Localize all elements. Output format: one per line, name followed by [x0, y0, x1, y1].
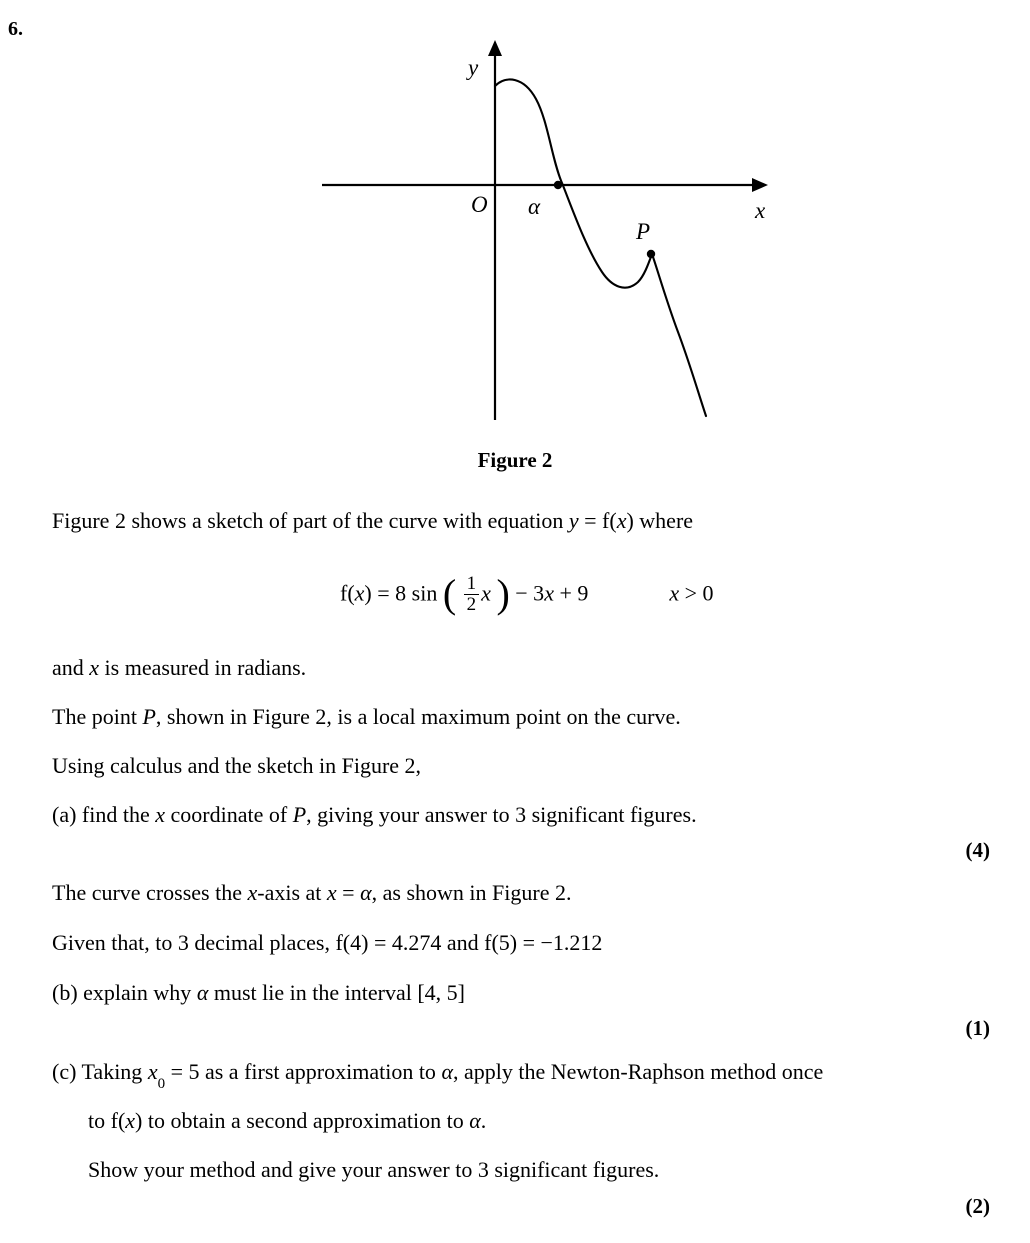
intro-close-paren: ) [626, 508, 634, 533]
fx-constant: + 9 [553, 580, 589, 606]
curve-path [495, 79, 706, 416]
fx-lhs-var: x [354, 580, 365, 606]
intro-sentence [52, 508, 693, 534]
point-p-pre: The point [52, 704, 143, 729]
point-p-post: , shown in Figure 2, is a local maximum point on the curve. [155, 704, 681, 729]
point-p-var: P [142, 704, 156, 729]
part-a-p-var: P [292, 802, 307, 827]
crosses-x-var2: x [326, 880, 337, 905]
crosses-alpha: α [360, 880, 372, 905]
fraction-x-var: x [481, 580, 491, 606]
part-c-x-subscript: 0 [157, 1076, 166, 1093]
intro-x-var: x [616, 508, 627, 533]
part-b-pre: explain why [77, 980, 197, 1005]
y-axis-label: y [468, 55, 479, 80]
y-axis-arrow [488, 40, 502, 56]
part-c-l2-alpha: α [469, 1108, 481, 1133]
radians-post: is measured in radians. [99, 655, 307, 680]
part-b [52, 980, 465, 1006]
intro-y-var: y [568, 508, 579, 533]
curve-sketch-svg [300, 20, 800, 440]
fx-minus-term: − 3 [515, 580, 545, 606]
intro-text-post: where [633, 508, 694, 533]
one-half-fraction [464, 574, 480, 615]
part-c-x-var: x [147, 1059, 158, 1084]
part-c-l2-post: . [480, 1108, 487, 1133]
fx-lhs-close: ) = 8 sin [364, 580, 438, 606]
local-max-point [647, 250, 655, 258]
calculus-line: Using calculus and the sketch in Figure 2, [52, 753, 422, 778]
part-a-mid: coordinate of [165, 802, 293, 827]
part-b-post: must lie in the interval [4, 5] [208, 980, 465, 1005]
given-values-line: Given that, to 3 decimal places, f(4) = 4.274 and f(5) = −1.212 [52, 930, 603, 955]
part-c-l2-var: x [125, 1108, 136, 1133]
part-a-x-var: x [155, 802, 166, 827]
crosses-equals: = [336, 880, 361, 905]
p-label: P [636, 219, 651, 244]
part-c-alpha: α [441, 1059, 453, 1084]
part-c-label: (c) [52, 1059, 77, 1084]
right-paren: ) [496, 571, 510, 617]
part-c-pre: Taking [76, 1059, 148, 1084]
x-axis-label: x [755, 198, 766, 223]
alpha-label: α [528, 194, 541, 219]
part-a-pre: find the [76, 802, 156, 827]
marks-part-a: (4) [965, 838, 990, 862]
domain-var: x [669, 580, 680, 606]
origin-label: O [471, 192, 488, 217]
crosses-mid: -axis at [257, 880, 327, 905]
part-b-alpha: α [196, 980, 209, 1005]
part-c-mid: = 5 as a first approximation to [165, 1059, 442, 1084]
radians-pre: and [52, 655, 90, 680]
fraction-denominator: 2 [464, 594, 480, 615]
fx-x-var: x [544, 580, 554, 606]
domain-rest: > 0 [679, 580, 714, 606]
alpha-root-point [554, 181, 562, 189]
part-c-l2-mid: ) to obtain a second approximation to [135, 1108, 470, 1133]
figure-2-graph [300, 20, 800, 440]
fraction-numerator: 1 [466, 573, 477, 594]
radians-x-var: x [89, 655, 100, 680]
part-a-label: (a) [52, 802, 77, 827]
fx-lhs: f( [340, 580, 355, 606]
part-b-label: (b) [52, 980, 78, 1005]
part-c-line3: Show your method and give your answer to 3 significant figures. [88, 1157, 660, 1182]
part-a-post: , giving your answer to 3 significant figures. [306, 802, 697, 827]
x-axis-arrow [752, 178, 768, 192]
crosses-post: , as shown in Figure 2. [371, 880, 572, 905]
crosses-x-var: x [247, 880, 258, 905]
figure-caption: Figure 2 [477, 448, 553, 472]
part-c-line1 [52, 1059, 824, 1093]
crosses-pre: The curve crosses the [52, 880, 248, 905]
crosses-axis-line [52, 880, 571, 906]
part-c-post: , apply the Newton-Raphson method once [453, 1059, 824, 1084]
intro-text-pre: Figure 2 shows a sketch of part of the curve with equation [52, 508, 569, 533]
function-definition [340, 571, 714, 617]
part-c-line2 [88, 1108, 486, 1134]
radians-line [52, 655, 306, 681]
part-c-l2-pre: to f( [88, 1108, 126, 1133]
question-number: 6. [8, 18, 23, 40]
part-a [52, 802, 697, 828]
marks-part-c: (2) [965, 1194, 990, 1218]
left-paren: ( [442, 571, 457, 617]
point-p-line [52, 704, 681, 730]
marks-part-b: (1) [965, 1016, 990, 1040]
intro-eq-sign: = f( [578, 508, 617, 533]
